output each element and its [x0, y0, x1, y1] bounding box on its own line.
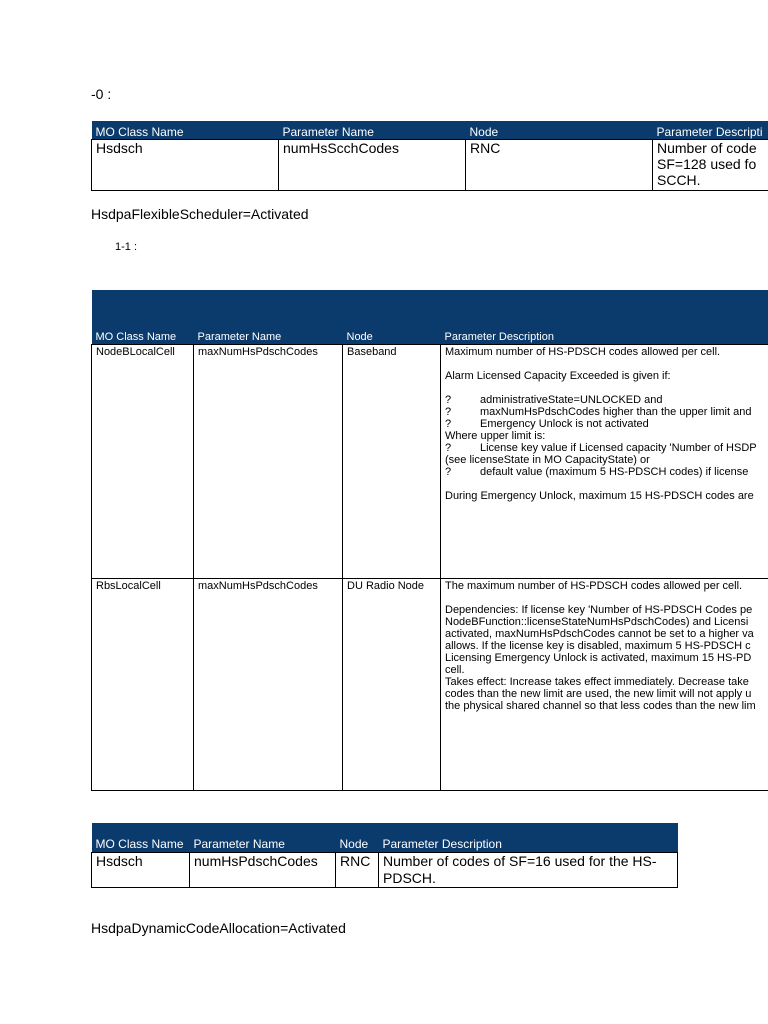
cell-node: DU Radio Node: [343, 579, 441, 791]
col-header-parameter-description: Parameter Description: [441, 290, 768, 345]
col-header-parameter-name: Parameter Name: [190, 823, 336, 853]
desc-bullet: [445, 466, 768, 478]
bullet-marker: ?: [445, 394, 452, 406]
subsection-heading-1-1: 1-1 :: [115, 241, 138, 253]
cell-parameter-description: [653, 140, 768, 191]
cell-parameter-name: numHsPdschCodes: [190, 853, 336, 888]
parameter-table-3: [91, 823, 678, 888]
desc-line: activated, maxNumHsPdschCodes cannot be set to a higher va: [445, 628, 754, 640]
desc-line: During Emergency Unlock, maximum 15 HS-PDSCH codes are: [445, 490, 754, 502]
desc-line: Where upper limit is:: [445, 430, 546, 442]
desc-line: (see licenseState in MO CapacityState) or: [445, 454, 650, 466]
desc-line: The maximum number of HS-PDSCH codes allowed per cell.: [445, 580, 743, 592]
desc-bullet: [445, 418, 768, 430]
desc-line: Number of code: [657, 140, 757, 156]
cell-mo-class: Hsdsch: [92, 853, 190, 888]
table-header-row: [92, 121, 768, 140]
desc-line: Dependencies: If license key 'Number of HS-PDSCH Codes pe: [445, 604, 753, 616]
col-header-parameter-description: Parameter Descripti: [653, 121, 768, 140]
desc-line: cell.: [445, 664, 465, 676]
cell-parameter-description: Number of codes of SF=16 used for the HS-PDSCH.: [379, 853, 678, 888]
parameter-table-1: [91, 121, 768, 191]
desc-bullet: [445, 442, 768, 454]
desc-bullet: [445, 394, 768, 406]
section-heading-0: -0 :: [91, 86, 112, 102]
desc-line: Maximum number of HS-PDSCH codes allowed per cell.: [445, 346, 721, 358]
desc-line: the physical shared channel so that less codes than the new lim: [445, 700, 756, 712]
col-header-mo-class: MO Class Name: [92, 823, 190, 853]
cell-mo-class: NodeBLocalCell: [92, 345, 194, 579]
desc-line: SF=128 used fo: [657, 156, 757, 172]
bullet-text: administrativeState=UNLOCKED and: [480, 394, 663, 406]
cell-mo-class: Hsdsch: [92, 140, 279, 191]
cell-parameter-description: [441, 345, 768, 579]
table-header-row: [92, 823, 678, 853]
col-header-node: Node: [343, 290, 441, 345]
table-row: [92, 579, 768, 791]
table-row: [92, 345, 768, 579]
feature-flag-flexible-scheduler: HsdpaFlexibleScheduler=Activated: [91, 206, 309, 222]
bullet-marker: ?: [445, 466, 452, 478]
bullet-text: License key value if Licensed capacity 'Number of HSDP: [480, 442, 757, 454]
parameter-table-2: [91, 290, 768, 791]
bullet-marker: ?: [445, 442, 452, 454]
cell-parameter-name: maxNumHsPdschCodes: [194, 579, 343, 791]
col-header-node: Node: [336, 823, 379, 853]
desc-line: Licensing Emergency Unlock is activated, maximum 15 HS-PD: [445, 652, 752, 664]
col-header-mo-class: MO Class Name: [92, 290, 194, 345]
cell-node: RNC: [336, 853, 379, 888]
desc-line: allows. If the license key is disabled, maximum 5 HS-PDSCH c: [445, 640, 751, 652]
desc-line: Takes effect: Increase takes effect immediately. Decrease take: [445, 676, 749, 688]
desc-line: Alarm Licensed Capacity Exceeded is given if:: [445, 370, 671, 382]
desc-bullet: [445, 406, 768, 418]
cell-parameter-name: maxNumHsPdschCodes: [194, 345, 343, 579]
bullet-text: default value (maximum 5 HS-PDSCH codes) if license: [480, 466, 749, 478]
feature-flag-dynamic-code-allocation: HsdpaDynamicCodeAllocation=Activated: [91, 920, 346, 936]
desc-line: NodeBFunction::licenseStateNumHsPdschCodes) and Licensi: [445, 616, 749, 628]
desc-line: SCCH.: [657, 172, 701, 188]
cell-node: Baseband: [343, 345, 441, 579]
table-row: [92, 140, 768, 191]
col-header-parameter-name: Parameter Name: [279, 121, 466, 140]
cell-mo-class: RbsLocalCell: [92, 579, 194, 791]
cell-node: RNC: [466, 140, 653, 191]
col-header-parameter-name: Parameter Name: [194, 290, 343, 345]
bullet-text: Emergency Unlock is not activated: [480, 418, 649, 430]
col-header-mo-class: MO Class Name: [92, 121, 279, 140]
col-header-node: Node: [466, 121, 653, 140]
bullet-marker: ?: [445, 406, 452, 418]
table-row: [92, 853, 678, 888]
table-header-row: [92, 290, 768, 345]
cell-parameter-name: numHsScchCodes: [279, 140, 466, 191]
cell-parameter-description: [441, 579, 768, 791]
desc-line: codes than the new limit are used, the new limit will not apply u: [445, 688, 752, 700]
col-header-parameter-description: Parameter Description: [379, 823, 678, 853]
bullet-marker: ?: [445, 418, 452, 430]
bullet-text: maxNumHsPdschCodes higher than the upper limit and: [480, 406, 752, 418]
